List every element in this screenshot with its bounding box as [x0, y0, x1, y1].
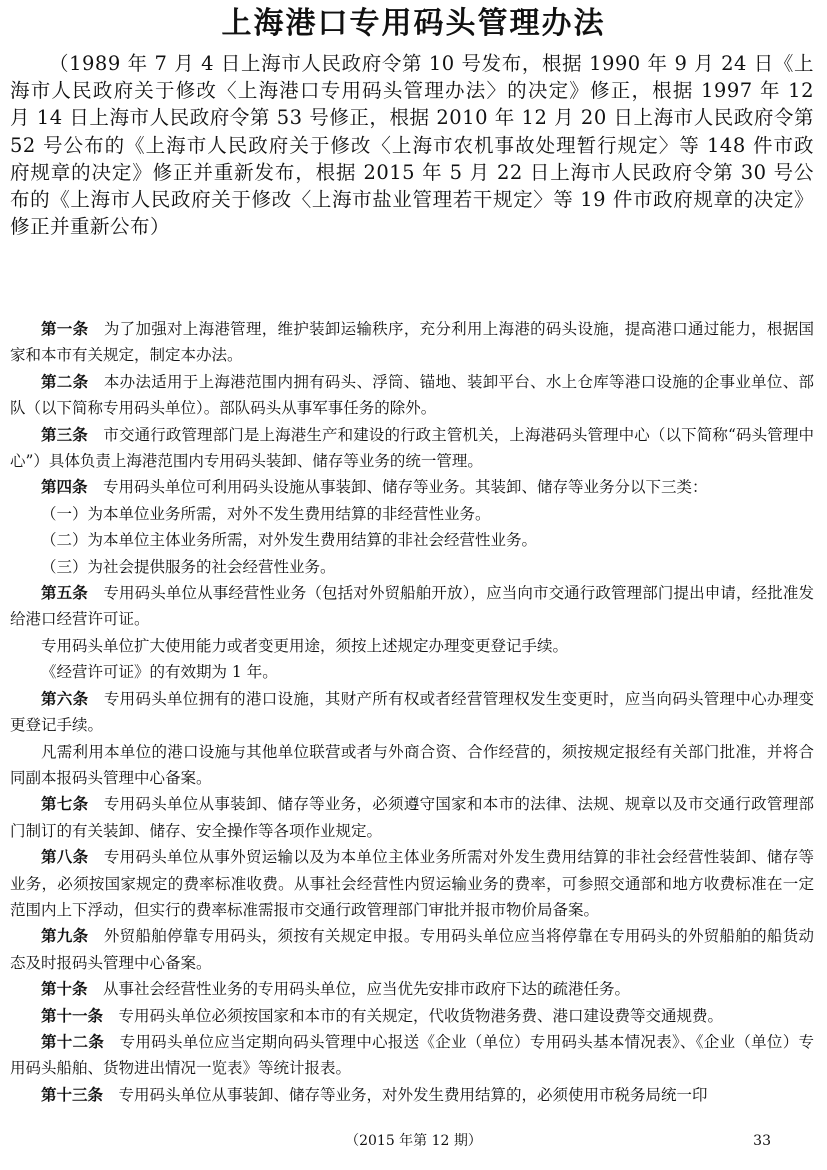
paragraph-text: 专用码头单位拥有的港口设施，其财产所有权或者经营管理权发生变更时，应当向码头管理中心办理变更登记手续。	[10, 689, 814, 735]
paragraph-text: （一）为本单位业务所需，对外不发生费用结算的非经营性业务。	[41, 504, 491, 523]
paragraph-text: 专用码头单位从事经营性业务（包括对外贸船舶开放），应当向市交通行政管理部门提出申请，经批准发给港口经营许可证。	[10, 584, 814, 629]
preamble: （1989 年 7 月 4 日上海市人民政府令第 10 号发布，根据 1990 年 9 月 24 日《上海市人民政府关于修改〈上海港口专用码头管理办法〉的决定》修正，根据 1997 年 12 月 14 日上海市人民政府令第 53 号修正，根据 2010 年 12 月 20 日上海市人民政府令第 52 号公布的《上海市人民政府关于修改〈上海市农机事故处理暂行规定〉等 148 件市政府规章的决定》修正并重新发布，根据 2015 年 5 月 22 日上海市人民政府令第 30 号公布的《上海市人民政府关于修改〈上海市盐业管理若干规定〉等 19 件市政府规章的决定》修正并重新公布）	[10, 52, 814, 239]
issue-label: （2015 年第 12 期）	[345, 1133, 482, 1149]
paragraph-text: 凡需利用本单位的港口设施与其他单位联营或者与外商合资、合作经营的，须按规定报经有关部门批准，并将合同副本报码头管理中心备案。	[10, 742, 814, 787]
paragraph	[10, 686, 814, 739]
article-number: 第五条	[41, 584, 88, 603]
article-number: 第二条	[41, 372, 89, 391]
paragraph	[10, 422, 814, 475]
paragraph-text: 专用码头单位从事装卸、储存等业务，对外发生费用结算的，必须使用市税务局统一印	[118, 1085, 708, 1104]
article-number: 第十二条	[41, 1032, 105, 1051]
paragraph-text: 专用码头单位应当定期向码头管理中心报送《企业（单位）专用码头基本情况表》、《企业（单位）专用码头船舶、货物进出情况一览表》等统计报表。	[10, 1032, 814, 1078]
paragraph	[10, 1003, 814, 1029]
article-number: 第七条	[41, 795, 89, 814]
paragraph	[10, 369, 814, 422]
paragraph	[10, 791, 814, 844]
paragraph	[10, 1029, 814, 1082]
paragraph	[10, 844, 814, 923]
page-number: 33	[753, 1133, 771, 1149]
paragraph-text: 专用码头单位从事装卸、储存等业务，必须遵守国家和本市的法律、法规、规章以及市交通行政管理部门制订的有关装卸、储存、安全操作等各项作业规定。	[10, 795, 814, 840]
paragraph-text: 市交通行政管理部门是上海港生产和建设的行政主管机关，上海港码头管理中心（以下简称“码头管理中心”）具体负责上海港范围内专用码头装卸、储存等业务的统一管理。	[10, 425, 814, 471]
article-number: 第九条	[41, 927, 89, 946]
regulation-body	[10, 316, 814, 1108]
paragraph	[10, 527, 814, 553]
paragraph-text: 《经营许可证》的有效期为 1 年。	[41, 663, 278, 682]
paragraph	[10, 923, 814, 976]
paragraph	[10, 633, 814, 659]
article-number: 第十三条	[41, 1085, 104, 1104]
paragraph	[10, 501, 814, 527]
paragraph	[10, 316, 814, 369]
paragraph-text: 专用码头单位扩大使用能力或者变更用途，须按上述规定办理变更登记手续。	[41, 636, 569, 655]
page-footer	[0, 1130, 827, 1152]
paragraph-text: 本办法适用于上海港范围内拥有码头、浮筒、锚地、装卸平台、水上仓库等港口设施的企事业单位、部队（以下简称专用码头单位）。部队码头从事军事任务的除外。	[10, 372, 814, 418]
article-number: 第八条	[41, 848, 89, 867]
paragraph-text: 外贸船舶停靠专用码头，须按有关规定申报。专用码头单位应当将停靠在专用码头的外贸船舶的船货动态及时报码头管理中心备案。	[10, 927, 814, 972]
article-number: 第三条	[41, 425, 88, 444]
paragraph-text: （二）为本单位主体业务所需，对外发生费用结算的非社会经营性业务。	[41, 531, 538, 550]
article-number: 第十条	[41, 980, 88, 999]
article-number: 第十一条	[41, 1006, 104, 1025]
paragraph	[10, 659, 814, 685]
paragraph-text: 专用码头单位从事外贸运输以及为本单位主体业务所需对外发生费用结算的非社会经营性装卸、储存等业务，必须按国家规定的费率标准收费。从事社会经营性内贸运输业务的费率，可参照交通部和地方收费标准在一定范围内上下浮动，但实行的费率标准需报市交通行政管理部门审批并报市物价局备案。	[10, 848, 814, 919]
article-number: 第一条	[41, 320, 89, 338]
paragraph-text: 专用码头单位必须按国家和本市的有关规定，代收货物港务费、港口建设费等交通规费。	[118, 1006, 724, 1025]
paragraph-text: （三）为社会提供服务的社会经营性业务。	[41, 557, 336, 576]
paragraph	[10, 554, 814, 580]
paragraph-text: 专用码头单位可利用码头设施从事装卸、储存等业务。其装卸、储存等业务分以下三类：	[103, 478, 708, 497]
article-number: 第四条	[41, 478, 88, 497]
page-title: 上海港口专用码头管理办法	[221, 6, 606, 41]
article-number: 第六条	[41, 689, 89, 708]
paragraph	[10, 474, 814, 500]
paragraph	[10, 580, 814, 633]
paragraph-text: 从事社会经营性业务的专用码头单位，应当优先安排市政府下达的疏港任务。	[103, 980, 631, 999]
paragraph	[10, 739, 814, 792]
paragraph-text: 为了加强对上海港管理，维护装卸运输秩序，充分利用上海港的码头设施，提高港口通过能力，根据国家和本市有关规定，制定本办法。	[10, 320, 814, 365]
paragraph	[10, 976, 814, 1002]
paragraph	[10, 1082, 814, 1108]
